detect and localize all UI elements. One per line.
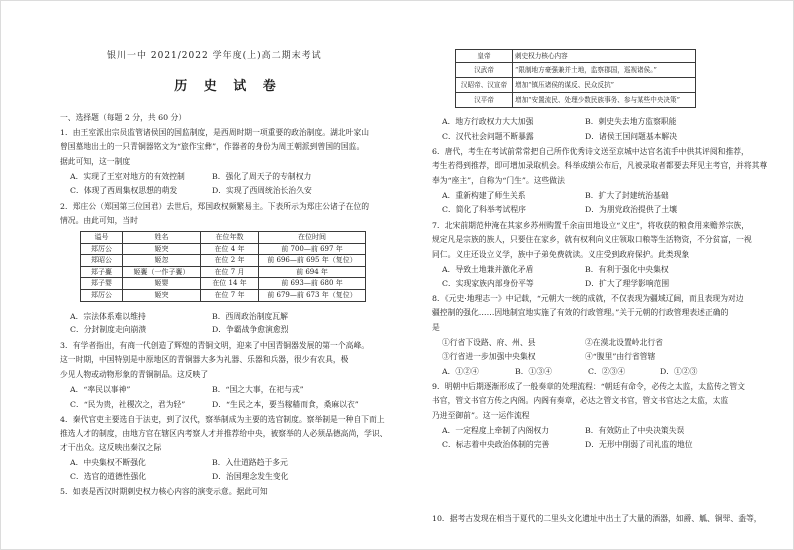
- table-cell: 在位 7 年: [201, 289, 259, 301]
- q6-option-a: A．重新构建了师生关系: [442, 191, 526, 200]
- q7-stem-line: 7．北宋前期范仲淹在其家乡苏州购置千余亩田地设立“义庄”，将收获的粮食用来赡养宗族，: [432, 221, 750, 230]
- table-cell: 姬忽: [123, 255, 201, 267]
- table-row: [81, 255, 366, 267]
- q7-option-b: B．有利于强化中央集权: [585, 265, 669, 274]
- cishi-power-table: [455, 49, 696, 108]
- q5-stem-line: 5．如表是西汉时期刺史权力核心内容的演变示意。据此可知: [60, 487, 268, 496]
- section-heading: 一、选择题（每题 2 分，共 60 分）: [60, 113, 187, 122]
- table-cell: 汉武帝: [456, 63, 513, 78]
- table-row: [81, 278, 366, 290]
- q8-item-2: ②在漠北设置岭北行省: [585, 338, 663, 347]
- table-cell: 汉平帝: [456, 93, 513, 108]
- table-header-cell: 在位时间: [259, 232, 366, 244]
- table-row: [81, 289, 366, 301]
- table-cell: 前 693—前 680 年: [259, 278, 366, 290]
- table-header-row: [456, 50, 696, 63]
- table-cell: 增加“安置流民、处理少数民族事务、参与某些中央决策”: [513, 93, 696, 108]
- q6-option-c: C．简化了科举考试程序: [442, 205, 526, 214]
- q1-stem-line: 1．由王室派出宗员监管诸侯国的国监制度，是西周时期一项重要的政治制度。湖北叶家山: [60, 128, 370, 137]
- table-cell: 前 694 年: [259, 266, 366, 278]
- q4-option-b: B．入仕道路趋于多元: [212, 458, 288, 467]
- table-row: [456, 63, 696, 78]
- q6-stem-line: 6．唐代，考生在考试前常常把自己所作优秀诗文送至京城中达官名流手中供其评阅和推荐，: [432, 147, 749, 156]
- table-cell: 郑子亹: [81, 266, 123, 278]
- q9-option-b: B．有效防止了中央决策失误: [585, 426, 685, 435]
- table-cell: 增加“镇压诸侯的谋反、民众反抗”: [513, 78, 696, 93]
- table-header-cell: 谥号: [81, 232, 123, 244]
- q8-item-4: ④“腹里”由行省管辖: [585, 352, 656, 361]
- q7-stem-line: 同仁。义庄还设立义学，族中子弟免费就读。义庄受到政府保护。此类现象: [432, 250, 690, 259]
- table-cell: “限制地方豪强兼并土地，监察郡国，巡视诸侯。”: [513, 63, 696, 78]
- q6-stem-line: 奉为“座主”，自称为“门生”。这些做法: [432, 176, 565, 185]
- table-cell: 前 696—前 695 年（复位）: [259, 255, 366, 267]
- q2-stem-line: 情况。由此可知，当时: [60, 216, 138, 225]
- q6-option-b: B．扩大了封建统治基础: [585, 191, 669, 200]
- exam-subject-title: 历 史 试 卷: [174, 79, 282, 94]
- table-cell: 郑昭公: [81, 255, 123, 267]
- q1-option-d: D．实现了西周统治长治久安: [212, 186, 312, 195]
- table-row: [81, 266, 366, 278]
- table-cell: 姬突: [123, 289, 201, 301]
- q9-option-c: C．标志着中央政治体制的完善: [442, 440, 550, 449]
- q4-stem-line: 推选人才的制度，由地方官在辖区内考察人才并推荐给中央，被察举的人必须品德高尚，学识、: [60, 429, 388, 438]
- q9-stem-line: 9．明朝中后期逐渐形成了一般奏章的处理流程：“朝廷有命令，必传之太监，太监传之管文: [432, 382, 746, 391]
- q4-option-a: A．中央集权不断强化: [70, 458, 146, 467]
- q2-option-d: D．争霸战争愈演愈烈: [212, 325, 289, 334]
- table-cell: 郑厉公: [81, 243, 123, 255]
- q5-option-a: A．地方行政权力大大加强: [442, 117, 534, 126]
- table-cell: 郑厉公: [81, 289, 123, 301]
- q3-option-b: B．“国之大事，在祀与戎”: [212, 385, 304, 394]
- table-header-cell: 姓名: [123, 232, 201, 244]
- q8-stem-line: 8．《元史·地理志一》中记载，“元朝大一统的成就，不仅表现为疆域辽阔，而且表现为对边: [432, 294, 744, 303]
- q3-option-a: A．“率民以事神”: [70, 385, 131, 394]
- q3-stem-line: 3．有学者指出，有商一代创造了辉煌的青铜文明，迎来了中国青铜器发展的第一个高峰。: [60, 341, 370, 350]
- table-header-row: [81, 232, 366, 244]
- q6-stem-line: 考生若得到推荐，即可增加录取机会。科举成绩公布后，凡被录取者都要去拜见主考官，并将其尊: [432, 161, 768, 170]
- q8-option-a: A．①②④: [442, 367, 479, 376]
- table-row: [456, 93, 696, 108]
- table-header-cell: 皇帝: [456, 50, 513, 63]
- q1-stem-line: 据此可知，这一制度: [60, 157, 131, 166]
- school-exam-title: 银川一中 2021/2022 学年度(上)高二期末考试: [107, 51, 322, 61]
- q8-option-c: C．②③④: [588, 367, 626, 376]
- table-cell: 郑子婴: [81, 278, 123, 290]
- table-header-cell: 刺史权力核心内容: [513, 50, 696, 63]
- q4-option-c: C．选官的道德性强化: [70, 472, 147, 481]
- q7-option-a: A．导致土地兼并激化矛盾: [442, 265, 534, 274]
- q4-stem-line: 4．秦代官吏主要选自于法吏，到了汉代，察举制成为主要的选官制度。察举制是一种自下而上: [60, 415, 385, 424]
- q5-option-b: B．刺史失去地方监察职能: [585, 117, 677, 126]
- table-cell: 在位 4 年: [201, 243, 259, 255]
- q8-stem-line: 是: [432, 323, 440, 332]
- q2-stem-line: 2．郑庄公（郑国第三位国君）去世后，郑国政权频繁易主。下表所示为郑庄公诸子在位的: [60, 202, 370, 211]
- q1-option-b: B．强化了周天子的专制权力: [212, 172, 312, 181]
- q7-stem-line: 规定凡是宗族的族人，只要住在家乡，就有权利向义庄领取口粮等生活物资，不分贫富，一视: [432, 235, 752, 244]
- q7-option-c: C．实现家族内部身份平等: [442, 279, 534, 288]
- q9-stem-line: 乃进至御前”。这一运作流程: [432, 411, 530, 420]
- q10-stem-line: 10．据考古发现在相当于夏代的二里头文化遗址中出土了大量的酒器，如爵、觚、铜斝、盉等，: [432, 514, 762, 523]
- q8-item-1: ①行省下设路、府、州、县: [442, 338, 536, 347]
- q2-option-c: C．分封制度走向崩溃: [70, 325, 147, 334]
- table-cell: 姬亹（一作子亹）: [123, 266, 201, 278]
- q3-stem-line: 这一时期，中国特别是中原地区的青铜器大多为礼器、乐器和兵器，很少有农具，极: [60, 355, 349, 364]
- table-row: [456, 78, 696, 93]
- table-cell: 姬突: [123, 243, 201, 255]
- table-cell: 在位 2 年: [201, 255, 259, 267]
- q8-stem-line: 疆控制的强化……因地制宜地实施了有效的行政管理。”关于元朝的行政管理表述正确的: [432, 308, 729, 317]
- q4-option-d: D．治国理念发生变化: [212, 472, 289, 481]
- q2-option-a: A．宗法体系难以维持: [70, 312, 146, 321]
- q1-option-c: C．体现了西周集权思想的萌发: [70, 186, 178, 195]
- q9-option-a: A．一定程度上牵制了内阁权力: [442, 426, 549, 435]
- q8-option-b: B．①③④: [515, 367, 552, 376]
- q7-option-d: D．扩大了理学影响范围: [585, 279, 670, 288]
- table-row: [81, 243, 366, 255]
- q2-option-b: B．西周政治制度瓦解: [212, 312, 288, 321]
- q3-option-d: D．“生民之本，要当稼穑而食，桑麻以衣”: [212, 400, 359, 409]
- table-cell: 前 700—前 697 年: [259, 243, 366, 255]
- q3-option-c: C．“民为贵，社稷次之，君为轻”: [70, 400, 186, 409]
- q1-stem-line: 曾国墓地出土的一只青铜器铭文为“旅作宝彝”，作器者的身份为周王朝派到曾国的国监。: [60, 142, 365, 151]
- q8-option-d: D．①②③: [660, 367, 698, 376]
- table-header-cell: 在位年数: [201, 232, 259, 244]
- q8-item-3: ③行省进一步加强中央集权: [442, 352, 536, 361]
- q5-option-c: C．汉代社会问题不断暴露: [442, 132, 534, 141]
- q1-option-a: A．实现了王室对地方的有效控制: [70, 172, 185, 181]
- table-cell: 汉昭帝、汉宣帝: [456, 78, 513, 93]
- table-cell: 前 679—前 673 年（复位）: [259, 289, 366, 301]
- q9-stem-line: 书官，管文书官方传之内阁。内阁有奏章，必达之管文书官，管文书官达之太监，太监: [432, 396, 729, 405]
- table-cell: 在位 14 年: [201, 278, 259, 290]
- q3-stem-line: 少见人物或动物形象的青铜制品。这反映了: [60, 370, 209, 379]
- table-cell: 姬婴: [123, 278, 201, 290]
- q4-stem-line: 才干出众。这反映出秦汉之际: [60, 443, 162, 452]
- table-cell: 在位 7 月: [201, 266, 259, 278]
- q6-option-d: D．为朋党政治提供了土壤: [585, 205, 678, 214]
- zheng-rulers-table: [80, 231, 366, 302]
- q5-option-d: D．诸侯王国问题基本解决: [585, 132, 678, 141]
- q9-option-d: D．无形中削弱了司礼监的地位: [585, 440, 693, 449]
